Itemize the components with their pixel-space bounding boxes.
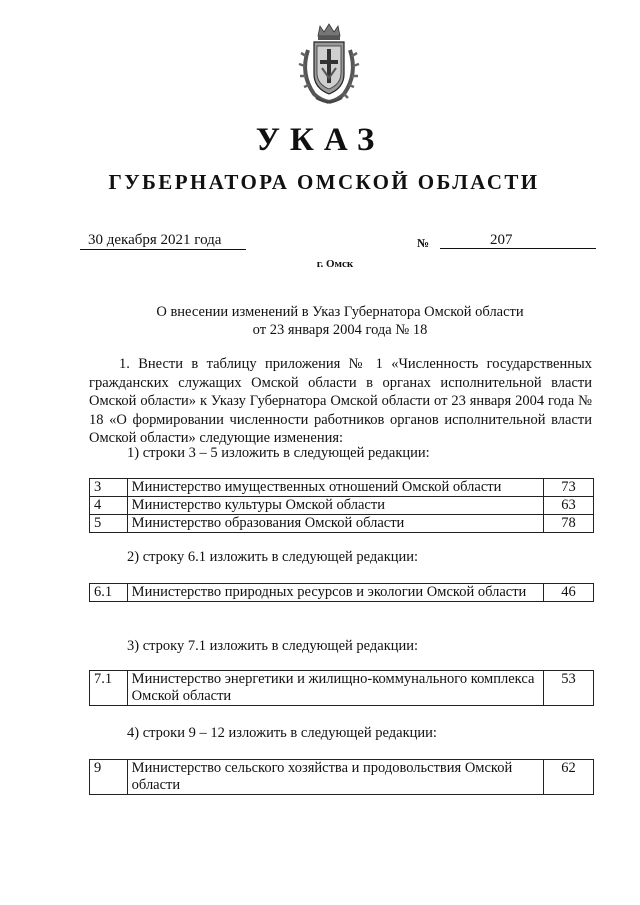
row-number: 9 [90, 760, 128, 795]
row-name: Министерство природных ресурсов и экологии Омской области [127, 584, 543, 602]
row-name: Министерство сельского хозяйства и продовольствия Омской области [127, 760, 543, 795]
row-name: Министерство культуры Омской области [127, 497, 543, 515]
omsk-region-coat-of-arms-icon [296, 22, 362, 106]
row-count: 53 [544, 671, 594, 706]
table-row [90, 497, 594, 515]
row-count: 46 [544, 584, 594, 602]
paragraph-1: 1. Внести в таблицу приложения № 1 «Численность государственных гражданских служащих Омской области в органах исполнительной власти Омской области» к Указу Губернатора Омской области от 23 января 2004 года № 18 «О формировании численности работников органов исполнительной власти Омской области» следующие изменения: [89, 356, 592, 446]
decree-date: 30 декабря 2021 года [80, 232, 246, 250]
row-number: 6.1 [90, 584, 128, 602]
city: г. Омск [316, 258, 354, 270]
row-number: 3 [90, 479, 128, 497]
table-row [90, 515, 594, 533]
subject-line-2: от 23 января 2004 года № 18 [252, 322, 428, 338]
table-row-7-1 [89, 670, 594, 706]
row-number: 4 [90, 497, 128, 515]
table-rows-9-12 [89, 759, 594, 795]
paragraph-rows-9-12: 4) строки 9 – 12 изложить в следующей редакции: [127, 725, 437, 741]
paragraph-row-7-1: 3) строку 7.1 изложить в следующей редакции: [127, 638, 419, 654]
row-name: Министерство имущественных отношений Омской области [127, 479, 543, 497]
table-row [90, 671, 594, 706]
table-row [90, 760, 594, 795]
row-count: 63 [544, 497, 594, 515]
row-count: 73 [544, 479, 594, 497]
row-number: 5 [90, 515, 128, 533]
decree-title: УКАЗ [255, 122, 385, 158]
number-sign: № [417, 236, 430, 250]
row-count: 78 [544, 515, 594, 533]
table-rows-3-5 [89, 478, 594, 533]
decree-number: 207 [440, 232, 596, 249]
decree-subject [90, 303, 590, 339]
paragraph-row-6-1: 2) строку 6.1 изложить в следующей редакции: [127, 549, 419, 565]
table-row [90, 479, 594, 497]
table-row-6-1 [89, 583, 594, 602]
paragraph-rows-3-5: 1) строки 3 – 5 изложить в следующей редакции: [127, 445, 430, 461]
row-count: 62 [544, 760, 594, 795]
row-name: Министерство энергетики и жилищно-коммунального комплекса Омской области [127, 671, 543, 706]
issuer-title: ГУБЕРНАТОРА ОМСКОЙ ОБЛАСТИ [108, 170, 540, 194]
table-row [90, 584, 594, 602]
subject-line-1: О внесении изменений в Указ Губернатора Омской области [156, 304, 524, 320]
row-name: Министерство образования Омской области [127, 515, 543, 533]
row-number: 7.1 [90, 671, 128, 706]
